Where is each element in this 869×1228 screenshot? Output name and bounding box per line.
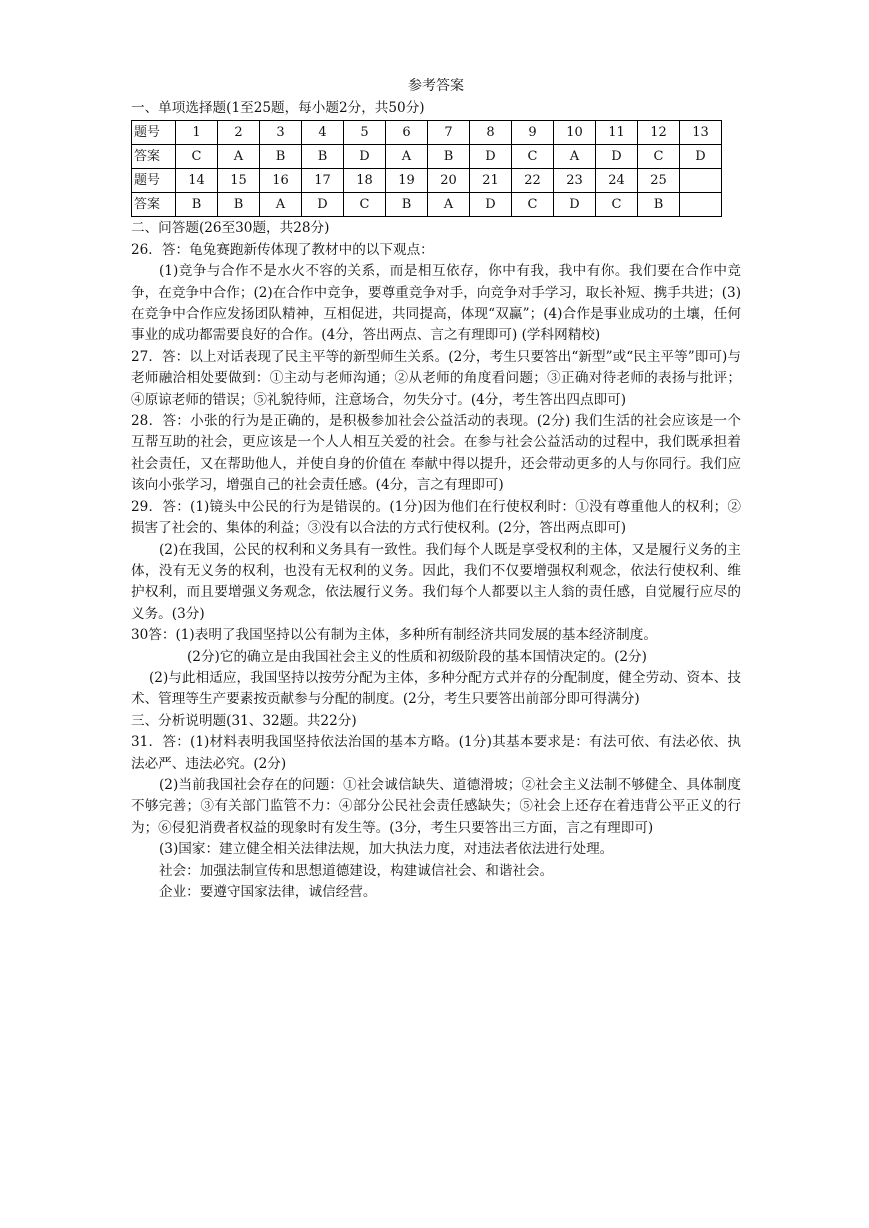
answer-row [132, 193, 722, 217]
table-cell: A [554, 145, 596, 169]
row-label-cell: 答案 [132, 193, 176, 217]
q26-answer: (1)竞争与合作不是水火不容的关系，而是相互依存，你中有我，我中有你。我们要在合作中竞争，在竞争中合作；(2)在合作中竞争，要尊重竞争对手，向竞争对手学习，取长补短、携手共进；(3)在竞争中合作应发扬团队精神，互相促进，共同提高，体现“双赢”；(4)合作是事业成功的土壤，任何事业的成功都需要良好的合作。(4分，答出两点、言之有理即可) (学科网精校) [131, 263, 741, 344]
table-cell: D [554, 193, 596, 217]
table-cell: 8 [470, 121, 512, 145]
question-number-row [132, 121, 722, 145]
table-cell: 23 [554, 169, 596, 193]
section-heading-analysis: 三、分析说明题(31、32题。共22分) [131, 712, 357, 729]
table-cell: 22 [512, 169, 554, 193]
table-cell: 11 [596, 121, 638, 145]
table-cell: 19 [386, 169, 428, 193]
section-heading-qa: 二、问答题(26至30题，共28分) [131, 220, 330, 237]
q29-answer-part2: (2)在我国，公民的权利和义务具有一致性。我们每个人既是享受权利的主体，又是履行义务的主体，没有无义务的权利，也没有无权利的义务。因此，我们不仅要增强权利观念，依法行使权利、维护权利，而且要增强义务观念，依法履行义务。我们每个人都要以主人翁的责任感，自觉履行应尽的义务。(3分) [131, 541, 741, 622]
table-cell: 7 [428, 121, 470, 145]
q31-answer-part3-state: (3)国家：建立健全相关法律法规，加大执法力度，对违法者依法进行处理。 [159, 841, 614, 858]
table-cell: A [386, 145, 428, 169]
table-cell: 25 [638, 169, 680, 193]
table-cell: C [596, 193, 638, 217]
table-cell: 24 [596, 169, 638, 193]
table-cell: D [596, 145, 638, 169]
table-cell: C [638, 145, 680, 169]
table-cell: C [512, 193, 554, 217]
table-cell: 13 [680, 121, 722, 145]
q31-answer-part3-society: 社会：加强法制宣传和思想道德建设，构建诚信社会、和谐社会。 [159, 862, 554, 879]
table-cell: 2 [218, 121, 260, 145]
q31-answer-part3-enterprise: 企业：要遵守国家法律，诚信经营。 [159, 884, 377, 900]
table-cell: D [302, 193, 344, 217]
table-cell: A [428, 193, 470, 217]
table-cell: C [176, 145, 218, 169]
table-cell: D [680, 145, 722, 169]
row-label-cell: 题号 [132, 121, 176, 145]
q26-heading: 26．答：龟兔赛跑新传体现了教材中的以下观点： [131, 241, 434, 258]
table-cell: 10 [554, 121, 596, 145]
table-cell: B [428, 145, 470, 169]
table-cell: B [260, 145, 302, 169]
question-number-row [132, 169, 722, 193]
table-cell: B [218, 193, 260, 217]
table-cell: D [470, 193, 512, 217]
q28-answer: 28．答：小张的行为是正确的，是积极参加社会公益活动的表现。(2分) 我们生活的社会应该是一个互帮互助的社会，更应该是一个人人相互关爱的社会。在参与社会公益活动的过程中，我们既承担着社会责任，又在帮助他人，并使自身的价值在 奉献中得以提升，还会带动更多的人与你同行。我们应该向小张学习，增强自己的社会责任感。(4分，言之有理即可) [131, 413, 741, 494]
section-heading-choice: 一、单项选择题(1至25题，每小题2分，共50分) [131, 100, 425, 116]
table-cell: 18 [344, 169, 386, 193]
q31-answer-part1: 31．答：(1)材料表明我国坚持依法治国的基本方略。(1分)其基本要求是：有法可依、有法必依、执法必严、违法必究。(2分) [131, 734, 741, 772]
table-cell: 4 [302, 121, 344, 145]
page-title: 参考答案 [408, 78, 464, 94]
table-cell [680, 193, 722, 217]
row-label-cell: 题号 [132, 169, 176, 193]
table-cell: D [344, 145, 386, 169]
table-cell: 9 [512, 121, 554, 145]
table-cell: 5 [344, 121, 386, 145]
table-cell: B [302, 145, 344, 169]
table-cell: C [512, 145, 554, 169]
table-cell: C [344, 193, 386, 217]
table-cell: 3 [260, 121, 302, 145]
table-cell: 14 [176, 169, 218, 193]
answer-row [132, 145, 722, 169]
q29-answer-part1: 29．答：(1)镜头中公民的行为是错误的。(1分)因为他们在行使权利时：①没有尊重他人的权利；②损害了社会的、集体的利益；③没有以合法的方式行使权利。(2分，答出两点即可) [131, 498, 741, 537]
table-cell: A [218, 145, 260, 169]
row-label-cell: 答案 [132, 145, 176, 169]
answer-document [131, 76, 741, 903]
table-cell: 20 [428, 169, 470, 193]
table-cell: B [386, 193, 428, 217]
table-cell: 21 [470, 169, 512, 193]
q30-answer-part2: (2)与此相适应，我国坚持以按劳分配为主体，多种分配方式并存的分配制度，健全劳动、资本、技术、管理等生产要素按贡献参与分配的制度。(2分，考生只要答出前部分即可得满分) [131, 669, 741, 708]
table-cell [680, 169, 722, 193]
table-cell: 12 [638, 121, 680, 145]
answer-table [131, 120, 722, 217]
table-cell: B [176, 193, 218, 217]
table-cell: A [260, 193, 302, 217]
q30-answer-part1: 30答：(1)表明了我国坚持以公有制为主体，多种所有制经济共同发展的基本经济制度。 [131, 627, 657, 644]
q30-answer-part1-cont: (2分)它的确立是由我国社会主义的性质和初级阶段的基本国情决定的。(2分) [187, 648, 647, 665]
q31-answer-part2: (2)当前我国社会存在的问题：①社会诚信缺失、道德滑坡；②社会主义法制不够健全、具体制度不够完善；③有关部门监管不力：④部分公民社会责任感缺失；⑤社会上还存在着违背公平正义的行为；⑥侵犯消费者权益的现象时有发生等。(3分，考生只要答出三方面，言之有理即可) [131, 776, 741, 836]
table-cell: 6 [386, 121, 428, 145]
table-cell: 16 [260, 169, 302, 193]
table-cell: 15 [218, 169, 260, 193]
table-cell: B [638, 193, 680, 217]
table-cell: 1 [176, 121, 218, 145]
table-cell: 17 [302, 169, 344, 193]
q27-answer: 27．答：以上对话表现了民主平等的新型师生关系。(2分，考生只要答出“新型”或“民主平等”即可)与老师融洽相处要做到：①主动与老师沟通；②从老师的角度看问题；③正确对待老师的表扬与批评；④原谅老师的错误；⑤礼貌待师，注意场合，勿失分寸。(4分，考生答出四点即可) [131, 348, 741, 408]
table-cell: D [470, 145, 512, 169]
